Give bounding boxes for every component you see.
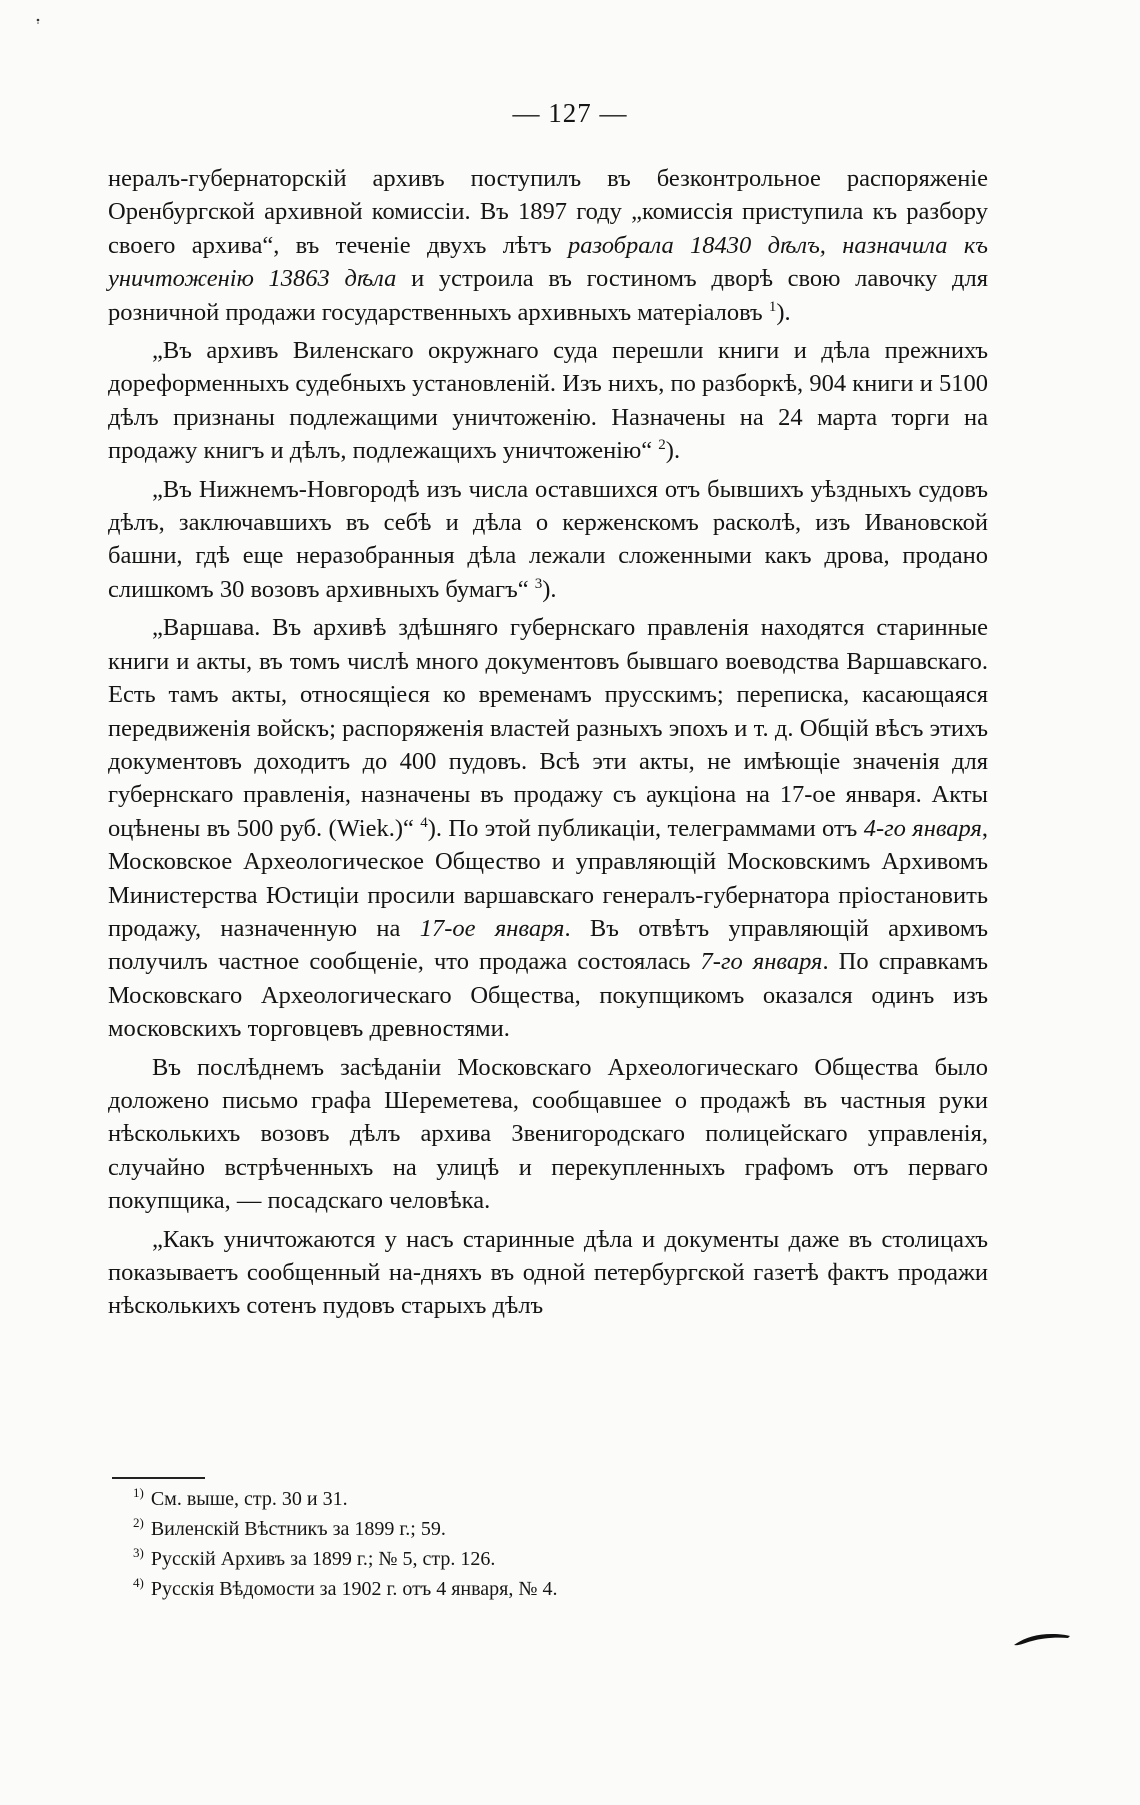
paragraph-text: ). xyxy=(776,298,791,326)
paragraph-2 xyxy=(108,334,988,468)
paragraph-text: , Московское Археологическое Общество и управляющій Московскимъ Архивомъ Министерства Юстиціи просили варшавскаго генералъ-губернатора пріостановить продажу, назначенную на xyxy=(108,814,989,942)
footnote-1 xyxy=(133,1484,933,1514)
paragraph-text: „Варшава. Въ архивѣ здѣшняго губернскаго правленія находятся старинные книги и акты, въ томъ числѣ много документовъ бывшаго воеводства Варшавскаго. Есть тамъ акты, относящіеся ко временамъ прусскимъ; переписка, касающаяся передвиженія войскъ; распоряженія властей разныхъ эпохъ и т. д. Общій вѣсъ этихъ документовъ доходитъ до 400 пудовъ. Всѣ эти акты, не имѣющіе значенія для губернскаго правленія, назначены въ продажу съ аукціона на 17-ое января. Акты оцѣнены въ 500 руб. (Wiek.)“ xyxy=(108,614,988,842)
italic-date: 4-го января xyxy=(863,814,982,842)
paragraph-text: „Какъ уничтожаются у насъ старинные дѣла и документы даже въ столицахъ показываетъ сообщенный на-дняхъ въ одной петербургской газетѣ фактъ продажи нѣсколькихъ сотенъ пудовъ старыхъ дѣлъ xyxy=(108,1225,988,1320)
italic-date: 7-го января xyxy=(700,948,823,976)
footnote-3 xyxy=(133,1544,933,1574)
paragraph-text: „Въ Нижнемъ-Новгородѣ изъ числа оставшихся отъ бывшихъ уѣздныхъ судовъ дѣлъ, заключавшихъ въ себѣ и дѣла о керженскомъ расколѣ, изъ Ивановской башни, гдѣ еще неразобранныя дѣла лежали сложенными какъ дрова, продано слишкомъ 30 возовъ архивныхъ бумагъ“ xyxy=(108,475,988,603)
ink-stroke-mark-icon xyxy=(1012,1628,1072,1648)
footnote-text: Русскія Вѣдомости за 1902 г. отъ 4 января, № 4. xyxy=(150,1578,558,1600)
paragraph-text: ). По этой публикаціи, телеграммами отъ xyxy=(427,814,864,842)
footnote-reference: 4 xyxy=(420,814,428,831)
footnote-text: Виленскій Вѣстникъ за 1899 г.; 59. xyxy=(150,1518,446,1540)
paragraph-4 xyxy=(108,611,988,1045)
ink-speck-icon xyxy=(36,18,40,24)
paragraph-6 xyxy=(108,1223,988,1323)
paragraph-text: ). xyxy=(542,575,557,603)
paragraph-text: . Въ отвѣтъ управляющій архивомъ получилъ частное сообщеніе, что продажа состоялась xyxy=(108,914,988,976)
footnote-mark: 2) xyxy=(133,1515,144,1531)
footnote-4 xyxy=(133,1574,933,1604)
footnote-2 xyxy=(133,1514,933,1544)
paragraph-text: нералъ-губернаторскій архивъ поступилъ въ безконтрольное распоряженіе Оренбургской архивной комиссіи. Въ 1897 году „комиссія приступила къ разбору своего архива“, въ теченіе двухъ лѣтъ xyxy=(108,165,988,259)
paragraph-text: . По справкамъ Московскаго Археологическаго Общества, покупщикомъ оказался одинъ изъ московскихъ торговцевъ древностями. xyxy=(108,948,988,1043)
footnote-reference: 2 xyxy=(658,437,666,454)
footnote-reference: 3 xyxy=(534,575,543,592)
paragraph-1 xyxy=(108,162,988,329)
paragraph-text: и устроила въ гостиномъ дворѣ свою лавочку для розничной продажи государственныхъ архивныхъ матеріаловъ xyxy=(108,265,988,326)
footnote-text: Русскій Архивъ за 1899 г.; № 5, стр. 126. xyxy=(150,1548,496,1570)
paragraph-text: Въ послѣднемъ засѣданіи Московскаго Археологическаго Общества было доложено письмо графа Шереметева, сообщавшее о продажѣ въ частныя руки нѣсколькихъ возовъ дѣлъ архива Звенигородскаго полицейскаго управленія, случайно встрѣченныхъ на улицѣ и перекупленныхъ графомъ отъ перваго покупщика, — посадскаго человѣка. xyxy=(108,1053,988,1215)
footnote-mark: 3) xyxy=(133,1545,144,1561)
footnote-reference: 1 xyxy=(768,298,777,315)
body-text xyxy=(108,162,988,1328)
italic-phrase: разобрала 18430 дѣлъ, назначила къ уничтоженію 13863 дѣла xyxy=(108,231,988,293)
footnote-mark: 1) xyxy=(133,1485,144,1501)
footnote-divider xyxy=(112,1477,205,1479)
paragraph-5 xyxy=(108,1051,988,1218)
paragraph-3 xyxy=(108,473,988,607)
paragraph-text: ). xyxy=(665,437,681,465)
paragraph-text: „Въ архивъ Виленскаго окружнаго суда перешли книги и дѣла прежнихъ дореформенныхъ судебныхъ установленій. Изъ нихъ, по разборкѣ, 904 книги и 5100 дѣлъ признаны подлежащими уничтоженію. Назначены на 24 марта торги на продажу книгъ и дѣлъ, подлежащихъ уничтоженію“ xyxy=(108,337,988,465)
footnote-mark: 4) xyxy=(133,1575,144,1591)
italic-date: 17-ое января xyxy=(419,914,565,942)
footnotes xyxy=(133,1484,933,1604)
page-number: — 127 — xyxy=(512,98,628,128)
footnote-text: См. выше, стр. 30 и 31. xyxy=(150,1488,348,1510)
